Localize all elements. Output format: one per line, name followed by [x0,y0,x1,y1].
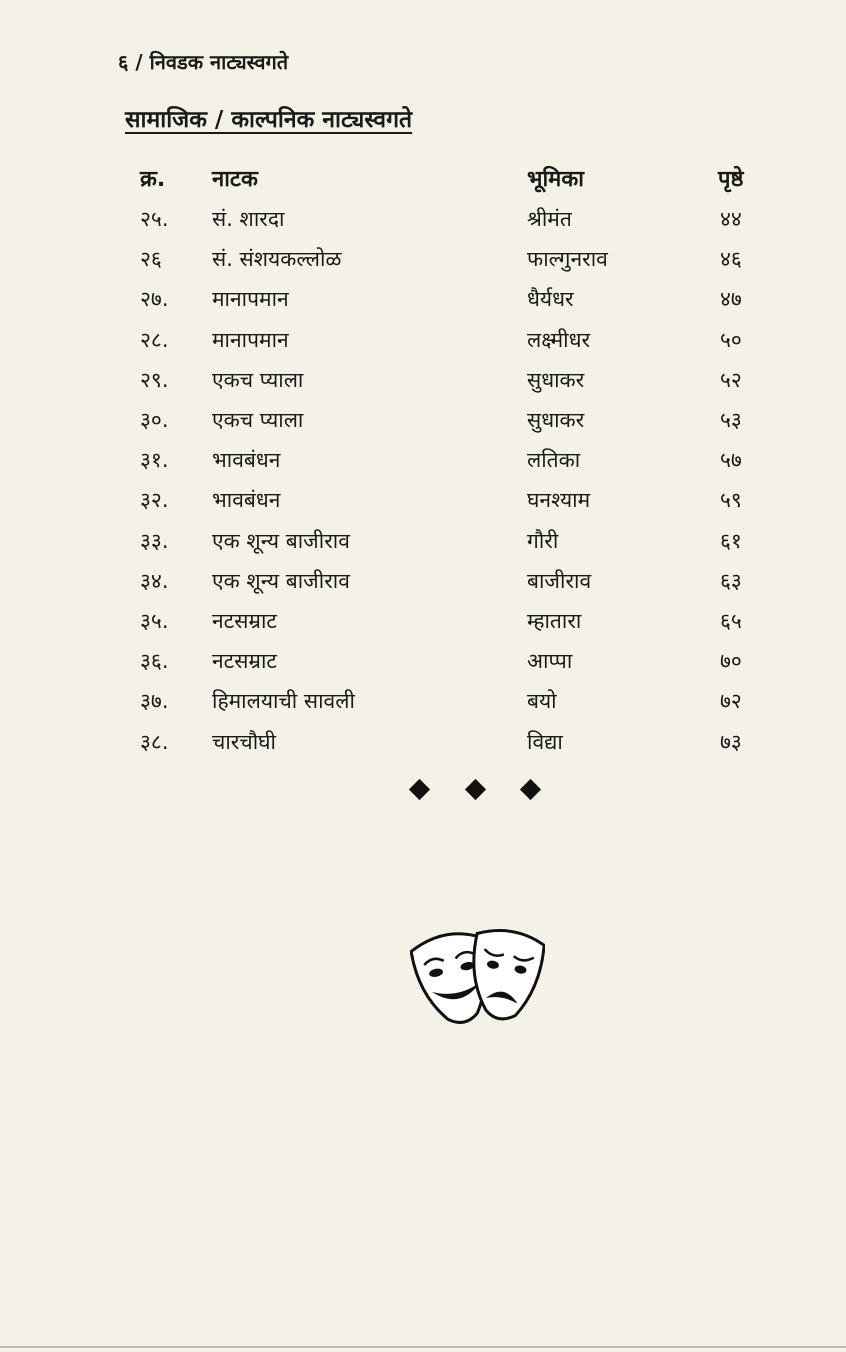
play-title: चारचौघी [212,730,276,754]
role-name: श्रीमंत [527,207,572,231]
page-number: ५० [720,328,742,352]
role-name: बयो [527,689,557,713]
page-number: ४४ [720,207,742,231]
page-number: ६१ [720,529,742,553]
role-name: बाजीराव [527,569,592,593]
role-name: धैर्यधर [527,287,574,311]
role-name: फाल्गुनराव [527,247,608,271]
page-number: ५९ [720,488,742,512]
role-name: गौरी [527,529,559,553]
role-name: आप्पा [527,649,573,673]
running-header: ६ / निवडक नाट्यस्वगते [118,50,289,74]
play-title: हिमालयाची सावली [212,689,355,713]
section-title: सामाजिक / काल्पनिक नाट्यस्वगते [125,107,413,133]
play-title: सं. संशयकल्लोळ [212,247,342,271]
entry-number: २६ [140,247,162,271]
role-name: लतिका [527,448,581,472]
entry-number: ३१. [140,448,169,472]
page-number: ५२ [720,368,742,392]
table-row [0,285,846,323]
entry-number: २७. [140,287,169,311]
table-row [0,406,846,444]
table-row [0,607,846,645]
role-name: सुधाकर [527,408,585,432]
page-number: ७० [720,649,742,673]
table-row [0,567,846,605]
page-number: ४७ [720,287,742,311]
table-row [0,245,846,283]
role-name: सुधाकर [527,368,585,392]
play-title: नटसम्राट [212,609,278,633]
table-row [0,527,846,565]
play-title: सं. शारदा [212,207,285,231]
entry-number: ३०. [140,408,169,432]
entry-number: ३८. [140,730,169,754]
page-number: ५७ [720,448,742,472]
column-header-page: पृष्ठे [718,167,744,192]
play-title: एकच प्याला [212,368,304,392]
page-number: ६३ [720,569,742,593]
ornament-divider [410,780,540,804]
play-title: एक शून्य बाजीराव [212,529,350,553]
page-number: ६५ [720,609,742,633]
play-title: मानापमान [212,287,289,311]
table-row [0,486,846,524]
role-name: म्हातारा [527,609,582,633]
theatre-masks-icon [410,925,545,1039]
entry-number: ३३. [140,529,169,553]
play-title: नटसम्राट [212,649,278,673]
page-number: ४६ [720,247,742,271]
column-header-play: नाटक [212,167,258,192]
entry-number: ३७. [140,689,169,713]
entry-number: ३४. [140,569,169,593]
role-name: विद्या [527,730,563,754]
entry-number: २५. [140,207,169,231]
table-row [0,446,846,484]
table-row [0,728,846,766]
column-header-role: भूमिका [527,167,584,192]
play-title: मानापमान [212,328,289,352]
page-number: ७३ [720,730,742,754]
diamond-icon [465,779,486,800]
column-header-number: क्र. [140,167,166,192]
table-row [0,647,846,685]
play-title: एक शून्य बाजीराव [212,569,350,593]
entry-number: २८. [140,328,169,352]
entry-number: ३५. [140,609,169,633]
diamond-icon [520,779,541,800]
table-row [0,326,846,364]
page-number: ५३ [720,408,742,432]
play-title: भावबंधन [212,448,281,472]
role-name: लक्ष्मीधर [527,328,591,352]
diamond-icon [409,779,430,800]
entry-number: ३६. [140,649,169,673]
table-row [0,366,846,404]
play-title: एकच प्याला [212,408,304,432]
table-row [0,205,846,243]
page-number: ७२ [720,689,742,713]
entry-number: ३२. [140,488,169,512]
role-name: घनश्याम [527,488,591,512]
page-edge [0,1346,846,1348]
table-row [0,687,846,725]
entry-number: २९. [140,368,169,392]
play-title: भावबंधन [212,488,281,512]
